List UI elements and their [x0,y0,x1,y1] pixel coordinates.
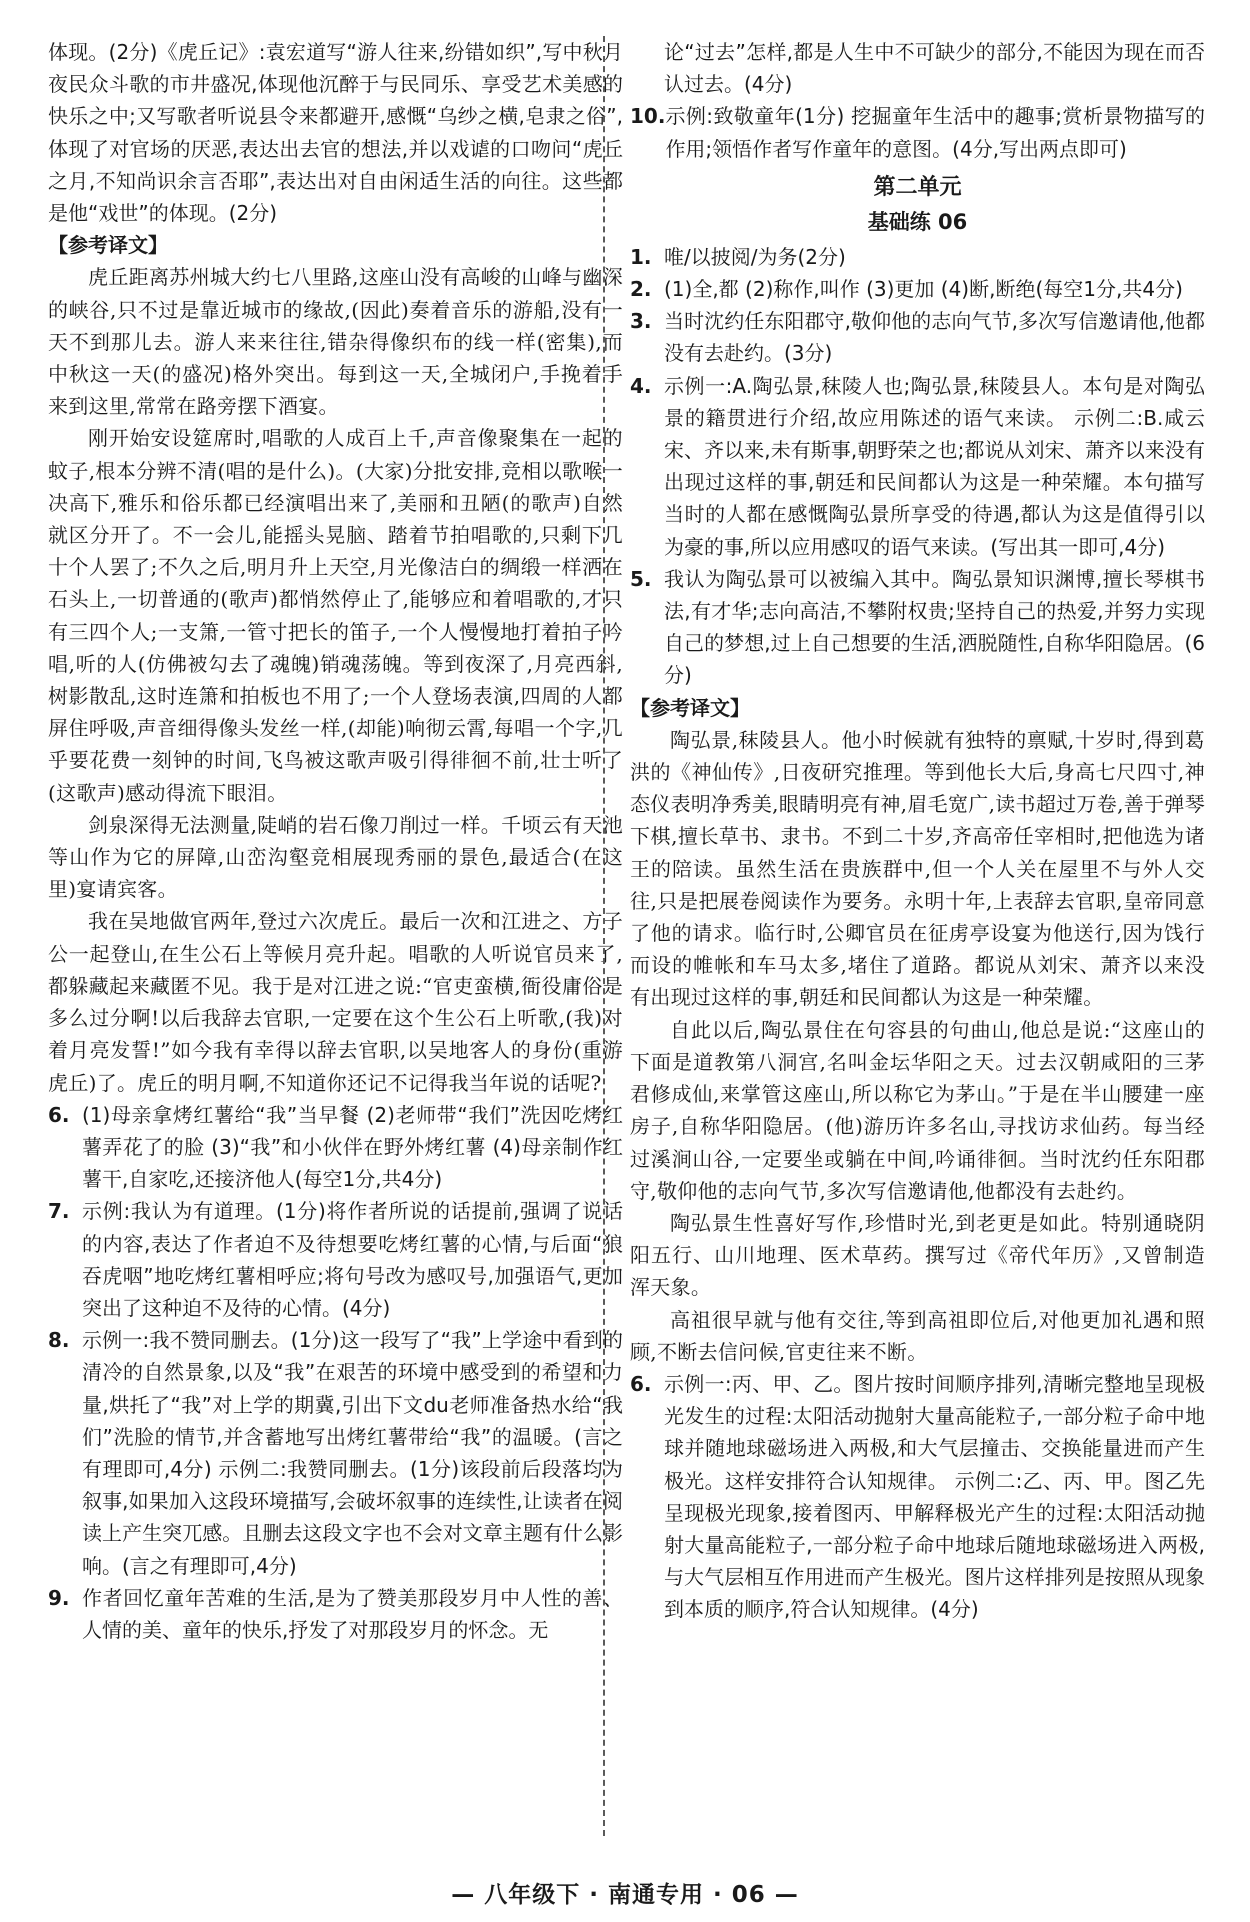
right-column [630,36,1205,1626]
answer-text: 示例一:我不赞同删去。(1分)这一段写了“我”上学途中看到的清冷的自然景象,以及“我”在艰苦的环境中感受到的希望和力量,烘托了“我”对上学的期冀,引出下文du老师准备热水给“我们”洗脸的情节,并含蓄地写出烤红薯带给“我”的温暖。(言之有理即可,4分) 示例二:我赞同删去。(1分)该段前后段落均为叙事,如果加入这段环境描写,会破坏叙事的连续性,让读者在阅读上产生突兀感。且删去这段文字也不会对文章主题有什么影响。(言之有理即可,4分) [82,1328,623,1578]
translation-paragraph: 自此以后,陶弘景住在句容县的句曲山,他总是说:“这座山的下面是道教第八洞宫,名叫金坛华阳之天。过去汉朝咸阳的三茅君修成仙,来掌管这座山,所以称它为茅山。”于是在半山腰建一座房子,自称华阳隐居。(他)游历许多名山,寻找访求仙药。每当经过溪涧山谷,一定要坐或躺在中间,吟诵徘徊。当时沈约任东阳郡守,敬仰他的志向气节,多次写信邀请他,他都没有去赴约。 [630,1017,1205,1203]
answer-item [630,241,1205,273]
reference-translation-heading: 【参考译文】 [630,695,750,720]
answer-number: 9. [48,1585,70,1610]
exercise-title: 基础练 06 [867,209,968,234]
answer-text: 示例一:丙、甲、乙。图片按时间顺序排列,清晰完整地呈现极光发生的过程:太阳活动抛射大量高能粒子,一部分粒子命中地球并随地球磁场进入两极,和大气层撞击、交换能量进而产生极光。这样安排符合认知规律。 示例二:乙、丙、甲。图乙先呈现极光现象,接着图丙、甲解释极光产生的过程:太阳活动抛射大量高能粒子,一部分粒子命中地球后随地球磁场进入两极,与大气层相互作用进而产生极光。图片这样排列是按照从现象到本质的顺序,符合认知规律。(4分) [664,1371,1205,1622]
answer-text: 示例:致敬童年(1分) 挖掘童年生活中的趣事;赏析景物描写的作用;领悟作者写作童年的意图。(4分,写出两点即可) [665,104,1205,161]
answer-item [48,1582,623,1646]
answer-number: 3. [630,309,652,334]
answer-continuation: 论“过去”怎样,都是人生中不可缺少的部分,不能因为现在而否认过去。(4分) [664,40,1205,97]
translation-paragraph: 剑泉深得无法测量,陡峭的岩石像刀削过一样。千顷云有天池等山作为它的屏障,山峦沟壑竞相展现秀丽的景色,最适合(在这里)宴请宾客。 [48,812,623,902]
answer-item [630,100,1205,164]
left-column [48,36,623,1646]
answer-item [48,1195,623,1324]
answer-text: 作者回忆童年苦难的生活,是为了赞美那段岁月中人性的善、人情的美、童年的快乐,抒发了对那段岁月的怀念。无 [82,1585,623,1642]
answer-number: 2. [630,277,652,302]
translation-paragraph: 虎丘距离苏州城大约七八里路,这座山没有高峻的山峰与幽深的峡谷,只不过是靠近城市的缘故,(因此)奏着音乐的游船,没有一天不到那儿去。游人来来往往,错杂得像织布的线一样(密集),而中秋这一天(的盛况)格外突出。每到这一天,全城闭户,手挽着手来到这里,常常在路旁摆下酒宴。 [48,265,623,419]
answer-item [630,1368,1205,1626]
answer-number: 7. [48,1199,70,1224]
column-divider [603,36,605,1836]
answer-item [48,1324,623,1582]
unit-title: 第二单元 [873,174,962,200]
answer-text: (1)母亲拿烤红薯给“我”当早餐 (2)老师带“我们”洗因吃烤红薯弄花了的脸 (3)“我”和小伙伴在野外烤红薯 (4)母亲制作红薯干,自家吃,还接济他人(每空1分,共4分) [82,1102,623,1192]
answer-text: 示例:我认为有道理。(1分)将作者所说的话提前,强调了说话的内容,表达了作者迫不及待想要吃烤红薯的心情,与后面“狼吞虎咽”地吃烤红薯相呼应;将句号改为感叹号,加强语气,更加突出了这种迫不及待的心情。(4分) [82,1199,623,1320]
answer-text: 唯/以披阅/为务(2分) [664,244,846,269]
answer-number: 6. [630,1371,652,1396]
translation-paragraph: 刚开始安设筵席时,唱歌的人成百上千,声音像聚集在一起的蚊子,根本分辨不清(唱的是什么)。(大家)分批安排,竞相以歌喉一决高下,雅乐和俗乐都已经演唱出来了,美丽和丑陋(的歌声)自然就区分开了。不一会儿,能摇头晃脑、踏着节拍唱歌的,只剩下几十个人罢了;不久之后,明月升上天空,月光像洁白的绸缎一样洒在石头上,一切普通的(歌声)都悄然停止了,能够应和着唱歌的,才只有三四个人;一支箫,一管寸把长的笛子,一个人慢慢地打着拍子吟唱,听的人(仿佛被勾去了魂魄)销魂荡魄。等到夜深了,月亮西斜,树影散乱,这时连箫和拍板也不用了;一个人登场表演,四周的人都屏住呼吸,声音细得像头发丝一样,(却能)响彻云霄,每唱一个字,几乎要花费一刻钟的时间,飞鸟被这歌声吸引得徘徊不前,壮士听了(这歌声)感动得流下眼泪。 [48,426,623,805]
answer-continuation: 体现。(2分)《虎丘记》:袁宏道写“游人往来,纷错如织”,写中秋月夜民众斗歌的市井盛况,体现他沉醉于与民同乐、享受艺术美感的快乐之中;又写歌者听说县令来都避开,感慨“乌纱之横,皂隶之俗”,体现了对官场的厌恶,表达出去官的想法,并以戏谑的口吻问“虎丘之月,不知尚识余言否耶”,表达出对自由闲适生活的向往。这些都是他“戏世”的体现。(2分) [48,40,623,226]
answer-text: (1)全,都 (2)称作,叫作 (3)更加 (4)断,断绝(每空1分,共4分) [664,277,1183,302]
answer-item [630,305,1205,369]
answer-item [630,563,1205,692]
answer-number: 8. [48,1328,70,1353]
answer-number: 10. [630,104,666,129]
answer-number: 6. [48,1102,70,1127]
answer-number: 1. [630,244,652,269]
answer-text: 我认为陶弘景可以被编入其中。陶弘景知识渊博,擅长琴棋书法,有才华;志向高洁,不攀附权贵;坚持自己的热爱,并努力实现自己的梦想,过上自己想要的生活,洒脱随性,自称华阳隐居。(6分) [664,566,1205,688]
page-footer: — 八年级下 · 南通专用 · 06 — [451,1882,799,1908]
translation-paragraph: 高祖很早就与他有交往,等到高祖即位后,对他更加礼遇和照顾,不断去信问候,官吏往来不断。 [630,1307,1205,1364]
answer-item [630,370,1205,563]
translation-paragraph: 陶弘景,秣陵县人。他小时候就有独特的禀赋,十岁时,得到葛洪的《神仙传》,日夜研究推理。等到他长大后,身高七尺四寸,神态仪表明净秀美,眼睛明亮有神,眉毛宽广,读书超过万卷,善于弹琴下棋,擅长草书、隶书。不到二十岁,齐高帝任宰相时,把他选为诸王的陪读。虽然生活在贵族群中,但一个人关在屋里不与外人交往,只是把展卷阅读作为要务。永明十年,上表辞去官职,皇帝同意了他的请求。临行时,公卿官员在征虏亭设宴为他送行,因为饯行而设的帷帐和车马太多,堵住了道路。都说从刘宋、萧齐以来没有出现过这样的事,朝廷和民间都认为这是一种荣耀。 [630,727,1205,1010]
answer-number: 4. [630,373,652,398]
answer-text: 当时沈约任东阳郡守,敬仰他的志向气节,多次写信邀请他,他都没有去赴约。(3分) [664,309,1205,366]
translation-paragraph: 我在吴地做官两年,登过六次虎丘。最后一次和江进之、方子公一起登山,在生公石上等候月亮升起。唱歌的人听说官员来了,都躲藏起来藏匿不见。我于是对江进之说:“官吏蛮横,衙役庸俗是多么过分啊!以后我辞去官职,一定要在这个生公石上听歌,(我)对着月亮发誓!”如今我有幸得以辞去官职,以吴地客人的身份(重游虎丘)了。虎丘的明月啊,不知道你还记不记得我当年说的话呢? [48,909,623,1095]
answer-item [48,1099,623,1196]
translation-paragraph: 陶弘景生性喜好写作,珍惜时光,到老更是如此。特别通晓阴阳五行、山川地理、医术草药。撰写过《帝代年历》,又曾制造浑天象。 [630,1210,1205,1300]
answer-text: 示例一:A.陶弘景,秣陵人也;陶弘景,秣陵县人。本句是对陶弘景的籍贯进行介绍,故应用陈述的语气来读。 示例二:B.咸云宋、齐以来,未有斯事,朝野荣之也;都说从刘宋、萧齐以来没有出现过这样的事,朝廷和民间都认为这是一种荣耀。本句描写当时的人都在感慨陶弘景所享受的待遇,都认为这是值得引以为豪的事,所以应用感叹的语气来读。(写出其一即可,4分) [664,373,1205,559]
reference-translation-heading: 【参考译文】 [48,233,168,258]
answer-number: 5. [630,566,652,591]
answer-item [630,273,1205,305]
